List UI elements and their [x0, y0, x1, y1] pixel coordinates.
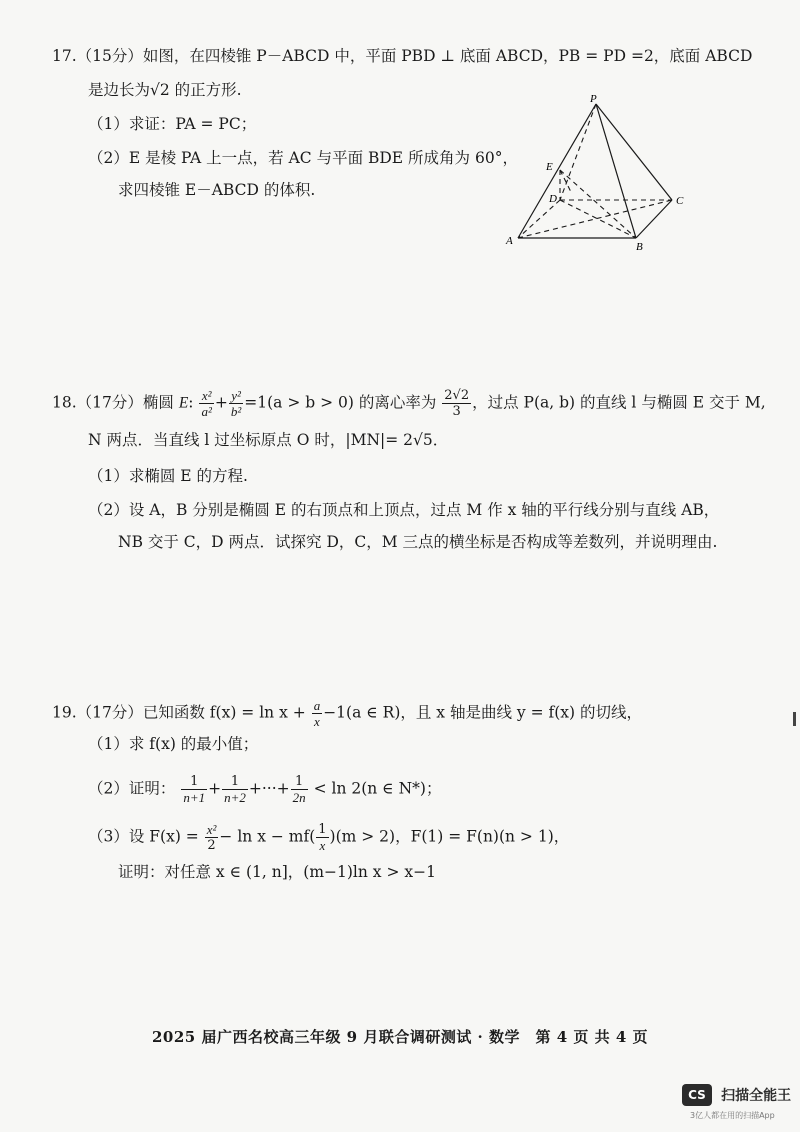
- frac-eccentricity: $\frac{2√2}{3}$: [444, 388, 470, 419]
- q17-part-2b: 求四棱锥 E－ABCD 的体积.: [118, 181, 316, 199]
- q19-line-1: 19.（17分）已知函数 f(x) = ln x + $\frac{a}{x}$ −1(a ∈ R)，且 x 轴是曲线 y = f(x) 的切线，: [52, 698, 642, 729]
- q17-part-1: （1）求证：PA = PC；: [88, 115, 257, 133]
- pyramid-figure: [500, 90, 700, 260]
- frac-x2-a2: $\frac{\text{x²}}{\text{a²}}$: [201, 388, 212, 419]
- label-A: A: [506, 235, 513, 247]
- page-footer: 2025 届广西名校高三年级 9 月联合调研测试 · 数学 第 4 页 共 4 页: [151, 1028, 648, 1046]
- label-P: P: [590, 93, 597, 105]
- q19-part-2: （2）证明： $\frac{1}{n+1}$ + $\frac{1}{n+2}$ +···+ $\frac{1}{2n}$ < ln 2(n ∈ N*)；: [88, 774, 442, 805]
- scan-mark: [793, 712, 796, 726]
- label-E: E: [546, 161, 553, 173]
- cs-logo-icon: CS: [682, 1084, 712, 1106]
- q18-part-2b: NB 交于 C，D 两点．试探究 D，C，M 三点的横坐标是否构成等差数列，并说明理由.: [118, 533, 718, 551]
- label-D: D: [549, 193, 557, 205]
- label-B: B: [636, 241, 643, 253]
- q17-line-2: 是边长为√2 的正方形.: [88, 81, 242, 99]
- q17-part-2: （2）E 是棱 PA 上一点，若 AC 与平面 BDE 所成角为 60°，: [88, 149, 518, 167]
- q18-line-1: 18.（17分）椭圆 E: $\frac{\text{x²}}{\text{a²}}$ + $\frac{\text{y²}}{\text{b²}}$ =1(a > b > 0) 的离心率为 $\frac{2√2}{3}$ ，过点 P(a, b) 的直线 l 与椭圆 E 交于 M,: [52, 388, 766, 419]
- q18-line-2: N 两点．当直线 l 过坐标原点 O 时，|MN|= 2√5．: [88, 431, 449, 449]
- label-C: C: [676, 195, 684, 207]
- q19-part-3: （3）设 F(x) = $\frac{\text{x²}}{2}$ − ln x − mf( $\frac{1}{x}$ )(m > 2)，F(1) = F(n)(n > 1)，: [88, 822, 570, 853]
- q18-part-2: （2）设 A，B 分别是椭圆 E 的右顶点和上顶点，过点 M 作 x 轴的平行线分别与直线 AB，: [88, 501, 720, 519]
- q17-line-1: 17.（15分）如图，在四棱锥 P－ABCD 中，平面 PBD ⊥ 底面 ABCD，PB = PD =2，底面 ABCD: [52, 47, 753, 65]
- scanner-watermark: [682, 1084, 791, 1106]
- q19-part-1: （1）求 f(x) 的最小值；: [88, 735, 259, 753]
- frac-a-x: $\frac{a}{x}$: [313, 698, 321, 729]
- watermark-title: 扫描全能王: [721, 1088, 792, 1104]
- watermark-subtitle: 3亿人都在用的扫描App: [690, 1111, 775, 1120]
- q19-part-3b: 证明：对任意 x ∈ (1, n]，(m−1)ln x > x−1: [118, 863, 436, 881]
- q18-part-1: （1）求椭圆 E 的方程.: [88, 467, 248, 485]
- frac-y2-b2: $\frac{\text{y²}}{\text{b²}}$: [230, 388, 242, 419]
